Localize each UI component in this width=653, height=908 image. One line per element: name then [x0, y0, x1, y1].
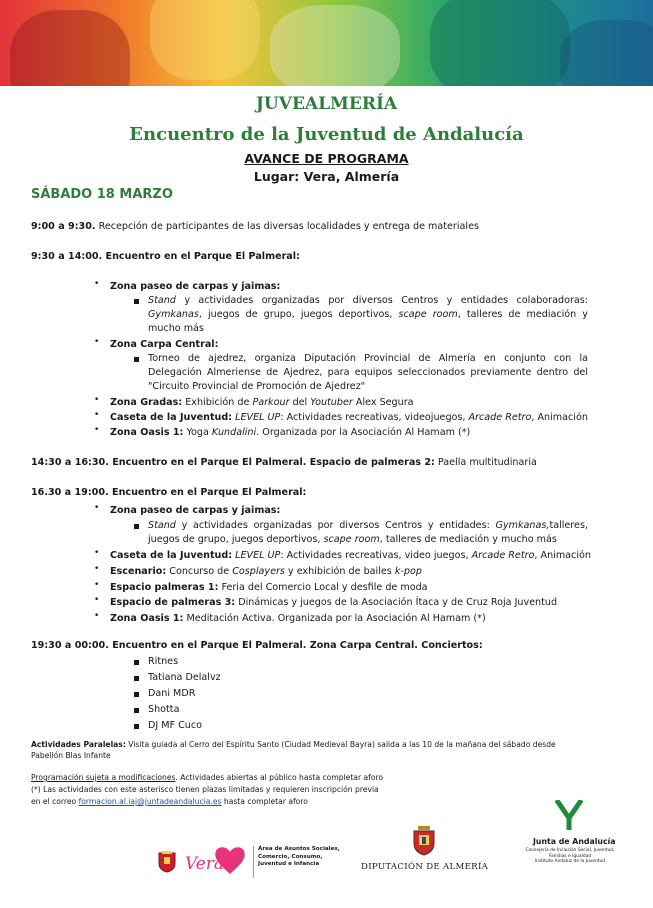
gradas-italic: Parkour: [252, 397, 290, 408]
carpas-text: juegos de grupo, juegos deportivos,: [148, 534, 324, 545]
bullet-dot: •: [94, 395, 100, 405]
program-label: AVANCE DE PROGRAMA: [244, 151, 409, 166]
area-line: Comercio, Consumo,: [258, 853, 323, 860]
header-banner-image: [0, 0, 653, 86]
palmeras-3-item: [110, 596, 557, 609]
parallel-text: Visita guiada al Cerro del Espíritu Santo (Ciudad Medieval Bayra) salida a las 10 de la mañana del sábado desde: [125, 740, 556, 749]
carpa-central-heading: [110, 338, 218, 351]
ajedrez-line-2: Delegación Almeriense de Ajedrez, para equipos seleccionados previamente dentro del: [148, 367, 588, 378]
bullet-square: [134, 708, 139, 713]
schedule-afternoon-heading: [31, 486, 306, 499]
carpas-line-3: mucho más: [148, 323, 204, 334]
artist-item: Ritnes: [148, 656, 179, 667]
escenario-label: Escenario:: [110, 566, 167, 577]
palmeras-3-label: Espacio de palmeras 3:: [110, 597, 236, 608]
caseta-italic: Arcade Retro: [471, 550, 535, 561]
bullet-square: [134, 676, 139, 681]
bullet-dot: •: [94, 564, 100, 574]
parallel-activities: [31, 739, 556, 750]
bullet-square: [134, 524, 139, 529]
carpas-text: talleres,: [549, 520, 588, 531]
carpas-italic: scape room: [323, 534, 380, 545]
zona-carpas-text: Zona paseo de carpas y jaimas:: [110, 505, 281, 516]
lunch-text: Paella multitudinaria: [434, 457, 537, 468]
junta-label: Junta de Andalucía: [533, 837, 616, 846]
banner-figure: [270, 5, 400, 86]
concerts-heading-text: 19:30 a 00:00. Encuentro en el Parque El Palmeral. Zona Carpa Central. Conciertos:: [31, 640, 483, 651]
carpas-italic: Gymkanas: [148, 309, 199, 320]
artist-item: DJ MF Cuco: [148, 720, 203, 731]
vera-logo: [182, 846, 250, 880]
zona-gradas-item: [110, 396, 414, 409]
area-label: [258, 846, 340, 869]
afternoon-heading-text: 16.30 a 19:00. Encuentro en el Parque El Palmeral:: [31, 487, 307, 498]
bullet-dot: •: [94, 611, 100, 621]
banner-figure: [10, 10, 130, 86]
bullet-dot: •: [94, 337, 100, 347]
palmeras-1-item: [110, 581, 428, 594]
afternoon-carpas-line-2: [148, 533, 557, 546]
area-divider: [253, 846, 254, 878]
escenario-text: Concurso de: [166, 566, 233, 577]
carpas-text: y actividades organizadas por diversos Centros y entidades colaboradoras:: [175, 295, 588, 306]
ajedrez-line-3: "Circuito Provincial de Promoción de Ajedrez": [148, 381, 366, 392]
bullet-dot: •: [94, 580, 100, 590]
carpas-italic: Gymkanas,: [495, 520, 550, 531]
caseta-text: : Actividades recreativas, video juegos,: [280, 550, 472, 561]
caseta-text: , Animación: [534, 550, 591, 561]
zona-carpas-text: Zona paseo de carpas y jaimas:: [110, 281, 281, 292]
carpas-italic: Stand: [148, 520, 176, 531]
area-line: Juventud e Infancia: [258, 861, 320, 867]
caseta-text: , Animación: [531, 412, 588, 423]
banner-figure: [150, 0, 260, 80]
ajedrez-line-1: Torneo de ajedrez, organiza Diputación Provincial de Almería en conjunto con la: [148, 353, 588, 364]
carpas-text: , juegos de grupo, juegos deportivos,: [198, 309, 399, 320]
escenario-italic: k-pop: [394, 566, 422, 577]
email-note-text: en el correo: [31, 797, 79, 806]
location-label: Lugar: Vera, Almería: [253, 169, 400, 184]
consejeria-line: Consejería de Inclusión Social, Juventud,: [525, 848, 615, 853]
gradas-text: Alex Segura: [352, 397, 414, 408]
zona-carpas-heading: [110, 504, 280, 517]
palmeras-3-text: Dinámicas y juegos de la Asociación Ítaca y de Cruz Roja Juventud: [235, 597, 558, 608]
morning-heading-text: 9:30 a 14:00. Encuentro en el Parque El Palmeral:: [31, 251, 300, 262]
bullet-dot: •: [94, 548, 100, 558]
program-note-underlined: Programación sujeta a modificaciones: [31, 773, 176, 782]
carpas-italic: scape room: [398, 309, 458, 320]
consejeria-line: Instituto Andaluz de la Juventud: [534, 859, 606, 865]
carpas-text: , talleres de mediación y: [457, 309, 588, 320]
oasis-label: Zona Oasis 1:: [110, 613, 184, 624]
schedule-reception: [31, 220, 479, 233]
artist-item: Tatiana Delalvz: [148, 672, 221, 683]
gradas-label: Zona Gradas:: [110, 397, 183, 408]
oasis-text: Yoga: [183, 427, 212, 438]
gradas-italic: Youtuber: [310, 397, 353, 408]
diputacion-crest-icon: [413, 826, 435, 860]
palmeras-1-text: Feria del Comercio Local y desfile de moda: [218, 582, 428, 593]
diputacion-label: DIPUTACIÓN DE ALMERÍA: [361, 862, 489, 872]
caseta-item: [110, 411, 588, 424]
artist-item: Dani MDR: [148, 688, 196, 699]
consejeria-line: Familias e Igualdad: [548, 853, 592, 859]
carpas-line-1: [148, 294, 588, 307]
escenario-text: y exhibición de bailes: [284, 566, 395, 577]
program-note-text: . Actividades abiertas al público hasta completar aforo: [175, 773, 384, 782]
gradas-text: Exhibición de: [182, 397, 253, 408]
bullet-dot: •: [94, 503, 100, 513]
bullet-dot: •: [94, 595, 100, 605]
vera-logo-text: Vera: [185, 854, 225, 874]
email-note-text: hasta completar aforo: [221, 797, 308, 806]
event-subtitle: Encuentro de la Juventud de Andalucía: [129, 124, 524, 145]
bullet-square: [134, 692, 139, 697]
escenario-italic: Cosplayers: [232, 566, 285, 577]
area-line: Área de Asuntos Sociales,: [258, 846, 340, 852]
bullet-square: [134, 724, 139, 729]
bullet-dot: •: [94, 425, 100, 435]
bullet-dot: •: [94, 410, 100, 420]
oasis-item: [110, 612, 486, 625]
bullet-square: [134, 357, 139, 362]
schedule-morning-heading: [31, 250, 300, 263]
artist-item: Shotta: [148, 704, 180, 715]
oasis-text: Meditación Activa. Organizada por la Asociación Al Hamam (*): [183, 613, 486, 624]
caseta-item: [110, 549, 591, 562]
junta-logo-icon: [554, 800, 584, 836]
consejeria-label: [522, 848, 618, 865]
bullet-dot: •: [94, 279, 100, 289]
schedule-concerts-heading: [31, 639, 483, 652]
schedule-lunch: [31, 456, 537, 469]
banner-figure: [560, 20, 653, 86]
caseta-italic: Arcade Retro: [468, 412, 532, 423]
oasis-italic: Kundalini: [211, 427, 257, 438]
caseta-italic: LEVEL UP: [232, 550, 281, 561]
event-title: JUVEALMERÍA: [255, 94, 398, 114]
banner-figure: [430, 0, 570, 86]
asterisk-note: (*) Las actividades con este asterisco tienen plazas limitadas y requieren inscripción previa: [31, 785, 379, 794]
day-heading: SÁBADO 18 MARZO: [31, 187, 173, 202]
carpa-central-text: Zona Carpa Central:: [110, 339, 219, 350]
email-note: [31, 796, 308, 807]
lunch-heading: 14:30 a 16:30. Encuentro en el Parque El Palmeral. Espacio de palmeras 2:: [31, 457, 435, 468]
oasis-item: [110, 426, 470, 439]
carpas-line-2: [148, 308, 588, 321]
caseta-label: Caseta de la Juventud:: [110, 412, 233, 423]
carpas-text: y actividades organizadas por diversos Centros y entidades:: [175, 520, 496, 531]
afternoon-carpas-line-1: [148, 519, 588, 532]
bullet-square: [134, 299, 139, 304]
oasis-text: . Organizada por la Asociación Al Hamam (*): [256, 427, 471, 438]
carpas-italic: Stand: [148, 295, 176, 306]
program-note: [31, 772, 383, 783]
palmeras-1-label: Espacio palmeras 1:: [110, 582, 219, 593]
caseta-label: Caseta de la Juventud:: [110, 550, 233, 561]
reception-text: Recepción de participantes de las diversas localidades y entrega de materiales: [95, 221, 479, 232]
email-link[interactable]: formacion.al.iaj@juntadeandalucia.es: [78, 797, 222, 806]
parallel-label: Actividades Paralelas:: [31, 740, 126, 749]
zona-carpas-heading: [110, 280, 280, 293]
carpas-text: , talleres de mediación y mucho más: [379, 534, 557, 545]
oasis-label: Zona Oasis 1:: [110, 427, 184, 438]
bullet-square: [134, 660, 139, 665]
gradas-text: del: [289, 397, 311, 408]
parallel-activities-line-2: Pabellón Blas Infante: [31, 751, 111, 760]
caseta-italic: LEVEL UP: [232, 412, 281, 423]
time-label: 9:00 a 9:30.: [31, 221, 96, 232]
vera-crest-icon: [158, 851, 176, 877]
caseta-text: : Actividades recreativas, videojuegos,: [280, 412, 469, 423]
escenario-item: [110, 565, 422, 578]
